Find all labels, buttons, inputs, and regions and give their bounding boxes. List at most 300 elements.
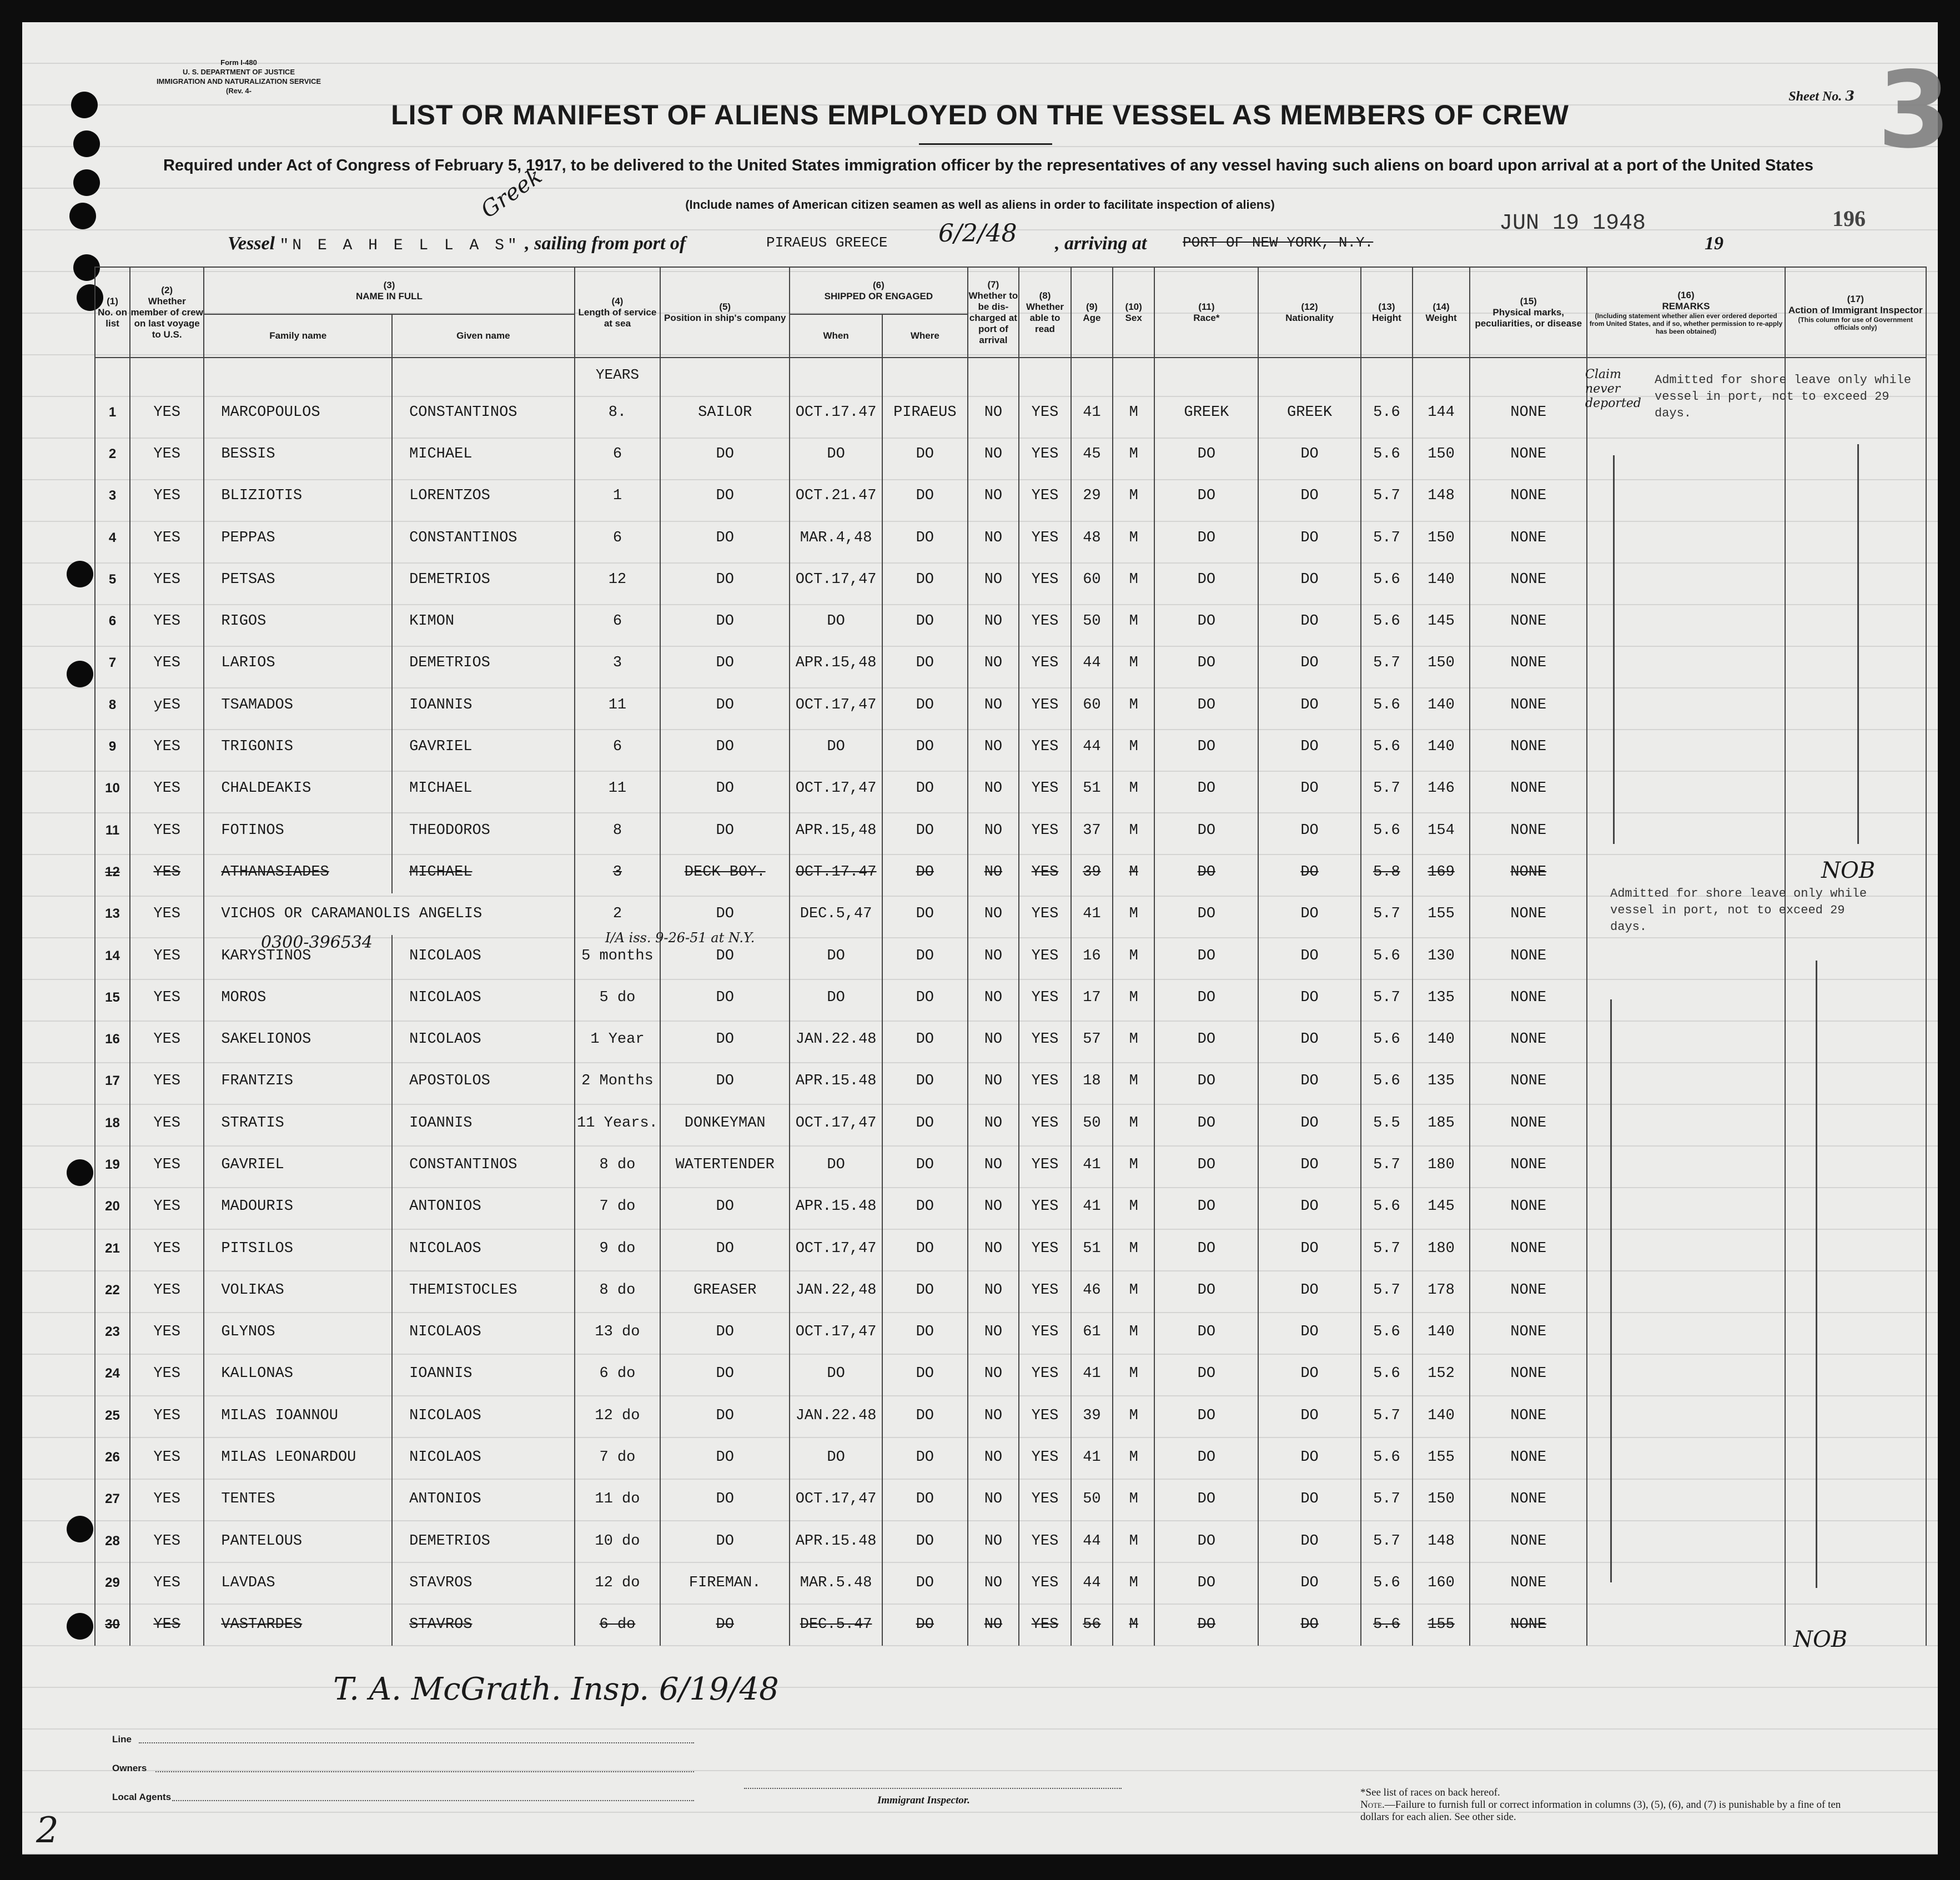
cell-age: 44 <box>1071 1562 1113 1603</box>
cell-when: OCT.17,47 <box>790 559 882 600</box>
cell-marks: NONE <box>1470 1604 1587 1646</box>
form-service: IMMIGRATION AND NATURALIZATION SERVICE <box>156 77 321 86</box>
years-label: YEARS <box>575 358 661 391</box>
cell-height: 5.7 <box>1361 475 1413 517</box>
cell-service: 8 <box>575 810 661 851</box>
cell-race: DO <box>1154 642 1258 684</box>
cell-when: APR.15.48 <box>790 1520 882 1562</box>
cell-sex: M <box>1113 810 1154 851</box>
cell-action <box>1785 1395 1926 1436</box>
cell-nat: DO <box>1258 1018 1360 1060</box>
cell-read: YES <box>1019 475 1071 517</box>
cell-discharge: NO <box>968 1520 1019 1562</box>
cell-when: JAN.22.48 <box>790 1018 882 1060</box>
cell-action <box>1785 433 1926 475</box>
cell-family: MADOURIS <box>204 1186 392 1228</box>
cell-discharge: NO <box>968 935 1019 977</box>
cell-position: DO <box>660 559 790 600</box>
cell-age: 39 <box>1071 851 1113 893</box>
cell-given: DEMETRIOS <box>392 559 575 600</box>
cell-weight: 155 <box>1413 1436 1470 1478</box>
cell-service: 9 do <box>575 1228 661 1269</box>
cell-where: DO <box>882 768 968 810</box>
cell-family: ATHANASIADES <box>204 851 392 893</box>
cell-nat: DO <box>1258 433 1360 475</box>
cell-action <box>1785 1311 1926 1353</box>
cell-age: 44 <box>1071 726 1113 767</box>
cell-sex: M <box>1113 1269 1154 1311</box>
cell-nat: DO <box>1258 851 1360 893</box>
cell-remarks <box>1587 810 1785 851</box>
cell-race: GREEK <box>1154 391 1258 433</box>
header-marks: (15) Physical marks, peculiarities, or disease <box>1470 267 1587 358</box>
cell-sex: M <box>1113 1186 1154 1228</box>
cell-crew: YES <box>130 893 204 935</box>
cell-discharge: NO <box>968 559 1019 600</box>
cell-discharge: NO <box>968 1353 1019 1395</box>
cell-given: NICOLAOS <box>392 1311 575 1353</box>
cell-service: 6 <box>575 726 661 767</box>
note-label: Note. <box>1360 1799 1385 1811</box>
cell-read: YES <box>1019 1144 1071 1185</box>
cell-given: MICHAEL <box>392 851 575 893</box>
cell-no: 19 <box>95 1144 130 1185</box>
cell-service: 1 Year <box>575 1018 661 1060</box>
cell-family: MARCOPOULOS <box>204 391 392 433</box>
cell-family: LARIOS <box>204 642 392 684</box>
cell-crew: YES <box>130 517 204 559</box>
cell-age: 41 <box>1071 1436 1113 1478</box>
cell-marks: NONE <box>1470 1311 1587 1353</box>
table-row <box>95 1604 1926 1646</box>
cell-no: 9 <box>95 726 130 767</box>
cell-weight: 145 <box>1413 600 1470 642</box>
cell-age: 41 <box>1071 1353 1113 1395</box>
cell-weight: 145 <box>1413 1186 1470 1228</box>
arrival-port: PORT OF NEW YORK, N.Y. <box>1183 234 1374 251</box>
cell-sex: M <box>1113 517 1154 559</box>
form-identifier <box>133 58 344 95</box>
arriving-label: , arriving at <box>1055 233 1147 254</box>
cell-given: IOANNIS <box>392 684 575 726</box>
cell-sex: M <box>1113 1311 1154 1353</box>
cell-action <box>1785 1479 1926 1520</box>
cell-remarks <box>1587 1311 1785 1353</box>
cell-nat: DO <box>1258 1353 1360 1395</box>
cell-marks: NONE <box>1470 391 1587 433</box>
cell-remarks <box>1587 1395 1785 1436</box>
table-row <box>95 433 1926 475</box>
cell-where: DO <box>882 1018 968 1060</box>
cell-sex: M <box>1113 893 1154 935</box>
cell-race: DO <box>1154 810 1258 851</box>
cell-where: DO <box>882 726 968 767</box>
cell-remarks <box>1587 726 1785 767</box>
cell-when: APR.15,48 <box>790 810 882 851</box>
cell-service: 13 do <box>575 1311 661 1353</box>
cell-remarks <box>1587 1520 1785 1562</box>
cell-height: 5.7 <box>1361 1269 1413 1311</box>
cell-race: DO <box>1154 1311 1258 1353</box>
cell-when: MAR.4,48 <box>790 517 882 559</box>
inspector-label: Immigrant Inspector. <box>877 1794 970 1806</box>
cell-crew: YES <box>130 1436 204 1478</box>
cell-given: ANTONIOS <box>392 1479 575 1520</box>
cell-height: 5.6 <box>1361 684 1413 726</box>
cell-given: MICHAEL <box>392 768 575 810</box>
cell-service: 6 <box>575 600 661 642</box>
cell-service: 6 <box>575 517 661 559</box>
cell-nat: DO <box>1258 517 1360 559</box>
cell-position: DO <box>660 1311 790 1353</box>
cell-nat: DO <box>1258 1144 1360 1185</box>
cell-discharge: NO <box>968 1144 1019 1185</box>
header-read: (8) Whether able to read <box>1019 267 1071 358</box>
cell-marks: NONE <box>1470 642 1587 684</box>
table-row <box>95 1436 1926 1478</box>
action-ditto-line <box>1857 444 1859 844</box>
cell-discharge: NO <box>968 391 1019 433</box>
cell-when: OCT.17,47 <box>790 1228 882 1269</box>
cell-position: DECK BOY. <box>660 851 790 893</box>
cell-age: 41 <box>1071 391 1113 433</box>
cell-where: DO <box>882 1520 968 1562</box>
cell-sex: M <box>1113 559 1154 600</box>
cell-race: DO <box>1154 851 1258 893</box>
cell-marks: NONE <box>1470 1562 1587 1603</box>
cell-sex: M <box>1113 851 1154 893</box>
cell-action <box>1785 642 1926 684</box>
cell-family: FOTINOS <box>204 810 392 851</box>
remarks-ditto-line <box>1613 455 1615 844</box>
cell-height: 5.6 <box>1361 1436 1413 1478</box>
cell-marks: NONE <box>1470 517 1587 559</box>
cell-remarks <box>1587 600 1785 642</box>
cell-service: 8. <box>575 391 661 433</box>
cell-no: 7 <box>95 642 130 684</box>
cell-race: DO <box>1154 1395 1258 1436</box>
cell-position: DO <box>660 1479 790 1520</box>
cell-weight: 140 <box>1413 684 1470 726</box>
form-number: Form I-480 <box>220 58 257 67</box>
cell-remarks <box>1587 1144 1785 1185</box>
cell-marks: NONE <box>1470 1353 1587 1395</box>
punch-hole <box>67 661 93 687</box>
cell-read: YES <box>1019 893 1071 935</box>
cell-weight: 178 <box>1413 1269 1470 1311</box>
cell-crew: YES <box>130 642 204 684</box>
cell-given: APOSTOLOS <box>392 1060 575 1102</box>
cell-age: 51 <box>1071 1228 1113 1269</box>
header-action: (17) Action of Immigrant Inspector (This column for use of Government officials only) <box>1785 267 1926 358</box>
cell-when: DO <box>790 726 882 767</box>
cell-marks: NONE <box>1470 1228 1587 1269</box>
cell-given: THEODOROS <box>392 810 575 851</box>
cell-sex: M <box>1113 726 1154 767</box>
cell-crew: YES <box>130 1144 204 1185</box>
cell-race: DO <box>1154 1102 1258 1144</box>
cell-height: 5.6 <box>1361 600 1413 642</box>
cell-marks: NONE <box>1470 977 1587 1018</box>
cell-discharge: NO <box>968 851 1019 893</box>
cell-weight: 185 <box>1413 1102 1470 1144</box>
table-row <box>95 600 1926 642</box>
cell-age: 41 <box>1071 893 1113 935</box>
cell-crew: YES <box>130 851 204 893</box>
cell-family: FRANTZIS <box>204 1060 392 1102</box>
sheet-label: Sheet No. <box>1788 89 1842 104</box>
cell-read: YES <box>1019 1436 1071 1478</box>
cell-remarks <box>1587 1353 1785 1395</box>
cell-family: CHALDEAKIS <box>204 768 392 810</box>
cell-service: 8 do <box>575 1269 661 1311</box>
cell-height: 5.5 <box>1361 1102 1413 1144</box>
cell-read: YES <box>1019 1520 1071 1562</box>
punch-hole <box>67 1516 93 1542</box>
cell-where: DO <box>882 1102 968 1144</box>
cell-no: 29 <box>95 1562 130 1603</box>
cell-sex: M <box>1113 684 1154 726</box>
cell-service: 6 do <box>575 1353 661 1395</box>
cell-marks: NONE <box>1470 1479 1587 1520</box>
cell-when: DO <box>790 977 882 1018</box>
table-row <box>95 1060 1926 1102</box>
cell-sex: M <box>1113 1102 1154 1144</box>
cell-given: CONSTANTINOS <box>392 391 575 433</box>
cell-read: YES <box>1019 1228 1071 1269</box>
cell-nat: DO <box>1258 1479 1360 1520</box>
footer-owners-field <box>155 1771 694 1772</box>
cell-marks: NONE <box>1470 1395 1587 1436</box>
cell-when: OCT.17,47 <box>790 1102 882 1144</box>
cell-no: 10 <box>95 768 130 810</box>
cell-action <box>1785 1060 1926 1102</box>
cell-where: DO <box>882 517 968 559</box>
cell-discharge: NO <box>968 1018 1019 1060</box>
cell-given: DEMETRIOS <box>392 642 575 684</box>
cell-sex: M <box>1113 1604 1154 1646</box>
cell-remarks <box>1587 977 1785 1018</box>
cell-marks: NONE <box>1470 810 1587 851</box>
cell-sex: M <box>1113 391 1154 433</box>
table-row <box>95 1479 1926 1520</box>
cell-crew: YES <box>130 1102 204 1144</box>
punch-hole <box>73 130 100 157</box>
cell-marks: NONE <box>1470 684 1587 726</box>
cell-crew: YES <box>130 1060 204 1102</box>
cell-race: DO <box>1154 1479 1258 1520</box>
header-when: When <box>790 314 882 358</box>
cell-nat: DO <box>1258 1562 1360 1603</box>
cell-sex: M <box>1113 1479 1154 1520</box>
cell-weight: 130 <box>1413 935 1470 977</box>
cell-no: 16 <box>95 1018 130 1060</box>
cell-crew: YES <box>130 977 204 1018</box>
cell-crew: YES <box>130 935 204 977</box>
cell-age: 18 <box>1071 1060 1113 1102</box>
cell-height: 5.6 <box>1361 935 1413 977</box>
cell-nat: DO <box>1258 935 1360 977</box>
table-row <box>95 768 1926 810</box>
cell-read: YES <box>1019 810 1071 851</box>
cell-no: 2 <box>95 433 130 475</box>
cell-where: DO <box>882 1311 968 1353</box>
hand-note-row-13: I/A iss. 9-26-51 at N.Y. <box>605 930 755 946</box>
cell-race: DO <box>1154 1186 1258 1228</box>
header-given-name: Given name <box>392 314 575 358</box>
cell-service: 2 <box>575 893 661 935</box>
cell-weight: 144 <box>1413 391 1470 433</box>
cell-height: 5.6 <box>1361 1060 1413 1102</box>
cell-family: VICHOS OR CARAMANOLIS ANGELIS <box>204 893 574 935</box>
cell-no: 27 <box>95 1479 130 1520</box>
cell-discharge: NO <box>968 977 1019 1018</box>
header-discharge: (7) Whether to be dis-charged at port of arrival <box>968 267 1019 358</box>
cell-action <box>1785 726 1926 767</box>
cell-family: TSAMADOS <box>204 684 392 726</box>
cell-family: TRIGONIS <box>204 726 392 767</box>
table-row <box>95 1186 1926 1228</box>
header-race: (11) Race* <box>1154 267 1258 358</box>
cell-given: NICOLAOS <box>392 935 575 977</box>
cell-height: 5.6 <box>1361 433 1413 475</box>
cell-weight: 150 <box>1413 642 1470 684</box>
cell-no: 5 <box>95 559 130 600</box>
table-row <box>95 642 1926 684</box>
cell-no: 18 <box>95 1102 130 1144</box>
cell-race: DO <box>1154 1436 1258 1478</box>
cell-nat: DO <box>1258 559 1360 600</box>
cell-height: 5.7 <box>1361 1228 1413 1269</box>
cell-read: YES <box>1019 1604 1071 1646</box>
cell-sex: M <box>1113 433 1154 475</box>
cell-weight: 146 <box>1413 768 1470 810</box>
header-nationality: (12) Nationality <box>1258 267 1360 358</box>
cell-position: DO <box>660 433 790 475</box>
cell-remarks <box>1587 1436 1785 1478</box>
cell-race: DO <box>1154 475 1258 517</box>
cell-no: 15 <box>95 977 130 1018</box>
cell-remarks <box>1587 1479 1785 1520</box>
cell-where: DO <box>882 851 968 893</box>
cell-no: 30 <box>95 1604 130 1646</box>
cell-service: 3 <box>575 642 661 684</box>
vessel-label: Vessel <box>228 233 275 254</box>
cell-family: SAKELIONOS <box>204 1018 392 1060</box>
cell-discharge: NO <box>968 810 1019 851</box>
cell-age: 44 <box>1071 1520 1113 1562</box>
header-age: (9) Age <box>1071 267 1113 358</box>
cell-remarks <box>1587 1186 1785 1228</box>
cell-weight: 150 <box>1413 1479 1470 1520</box>
cell-action <box>1785 600 1926 642</box>
cell-marks: NONE <box>1470 1186 1587 1228</box>
cell-service: 12 do <box>575 1395 661 1436</box>
table-row <box>95 726 1926 767</box>
cell-sex: M <box>1113 935 1154 977</box>
cell-action <box>1785 1228 1926 1269</box>
table-row <box>95 559 1926 600</box>
cell-height: 5.7 <box>1361 893 1413 935</box>
table-row <box>95 1269 1926 1311</box>
cell-weight: 155 <box>1413 1604 1470 1646</box>
cell-read: YES <box>1019 726 1071 767</box>
cell-discharge: NO <box>968 893 1019 935</box>
cell-when: APR.15.48 <box>790 1186 882 1228</box>
cell-remarks <box>1587 433 1785 475</box>
inspector-field <box>744 1788 1122 1789</box>
manifest-sheet <box>22 22 1951 1854</box>
cell-action <box>1785 1520 1926 1562</box>
cell-service: 11 do <box>575 1479 661 1520</box>
cell-no: 6 <box>95 600 130 642</box>
cell-nat: DO <box>1258 1604 1360 1646</box>
cell-read: YES <box>1019 1479 1071 1520</box>
cell-position: DO <box>660 1228 790 1269</box>
cell-action <box>1785 935 1926 977</box>
sailing-label: , sailing from port of <box>525 233 686 254</box>
table-row <box>95 1353 1926 1395</box>
cell-no: 3 <box>95 475 130 517</box>
cell-action <box>1785 1102 1926 1144</box>
cell-action <box>1785 977 1926 1018</box>
cell-read: YES <box>1019 1060 1071 1102</box>
cell-given: NICOLAOS <box>392 1436 575 1478</box>
cell-height: 5.6 <box>1361 726 1413 767</box>
cell-weight: 150 <box>1413 517 1470 559</box>
cell-remarks <box>1587 684 1785 726</box>
cell-position: DO <box>660 1604 790 1646</box>
cell-where: DO <box>882 433 968 475</box>
cell-service: 6 do <box>575 1604 661 1646</box>
cell-height: 5.6 <box>1361 810 1413 851</box>
cell-marks: NONE <box>1470 1144 1587 1185</box>
cell-no: 21 <box>95 1228 130 1269</box>
table-row <box>95 810 1926 851</box>
cell-when: APR.15.48 <box>790 1060 882 1102</box>
manifest-number: 196 <box>1832 206 1866 231</box>
cell-read: YES <box>1019 1186 1071 1228</box>
cell-nat: DO <box>1258 475 1360 517</box>
cell-crew: YES <box>130 1395 204 1436</box>
cell-action <box>1785 517 1926 559</box>
cell-no: 4 <box>95 517 130 559</box>
cell-where: DO <box>882 559 968 600</box>
cell-where: DO <box>882 1436 968 1478</box>
cell-family: KALLONAS <box>204 1353 392 1395</box>
cell-no: 11 <box>95 810 130 851</box>
cell-sex: M <box>1113 1562 1154 1603</box>
cell-remarks <box>1587 1102 1785 1144</box>
cell-family: VOLIKAS <box>204 1269 392 1311</box>
cell-crew: YES <box>130 475 204 517</box>
cell-where: DO <box>882 1269 968 1311</box>
cell-race: DO <box>1154 1269 1258 1311</box>
cell-nat: DO <box>1258 1186 1360 1228</box>
vessel-name: "N E A H E L L A S" <box>279 237 520 254</box>
cell-given: LORENTZOS <box>392 475 575 517</box>
cell-position: DO <box>660 1395 790 1436</box>
cell-where: DO <box>882 810 968 851</box>
cell-read: YES <box>1019 559 1071 600</box>
cell-action <box>1785 475 1926 517</box>
cell-position: DO <box>660 977 790 1018</box>
cell-position: DO <box>660 1520 790 1562</box>
cell-crew: YES <box>130 1018 204 1060</box>
cell-discharge: NO <box>968 1562 1019 1603</box>
cell-weight: 135 <box>1413 1060 1470 1102</box>
cell-weight: 150 <box>1413 433 1470 475</box>
